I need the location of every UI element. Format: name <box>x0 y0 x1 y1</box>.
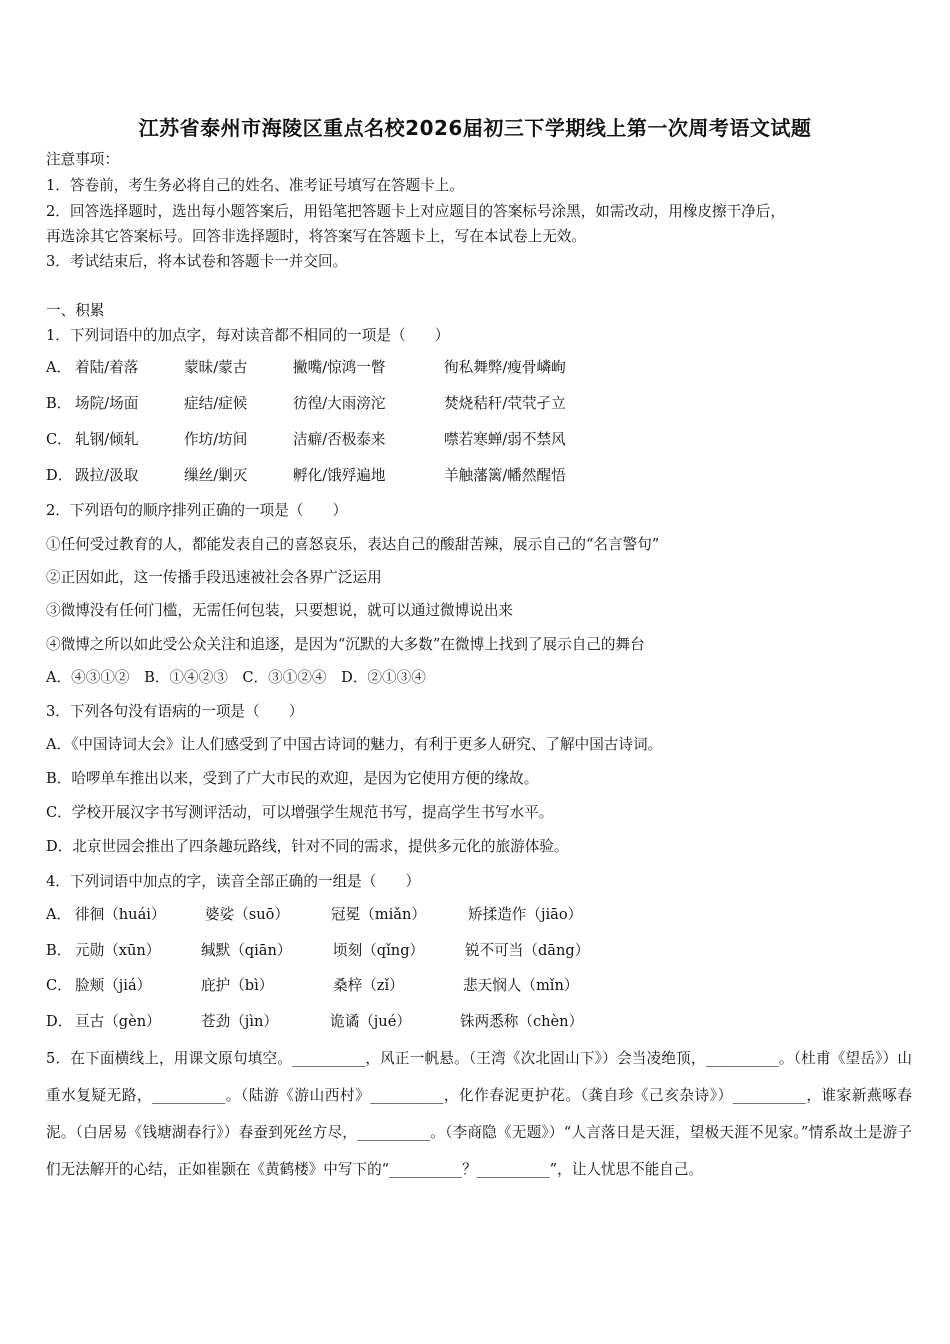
q5-text: ？ <box>462 1161 477 1178</box>
q5-text: 5．在下面横线上，用课文原句填空。 <box>46 1050 293 1067</box>
option-pair: 羊触藩篱/幡然醒悟 <box>444 467 566 484</box>
fill-blank: __________ <box>705 1050 779 1067</box>
q2-stem: 2．下列语句的顺序排列正确的一项是（ ） <box>46 502 348 519</box>
option-label: B． <box>46 942 72 959</box>
option-pair: 撇嘴/惊鸿一瞥 <box>293 359 386 376</box>
option-label: A． <box>46 359 72 376</box>
q3-stem: 3．下列各句没有语病的一项是（ ） <box>46 703 304 720</box>
option-word: 脸颊（jiá） <box>75 977 152 994</box>
q2-sentence-2: ②正因如此，这一传播手段迅速被社会各界广泛运用 <box>46 569 382 586</box>
option-label: C． <box>46 977 72 994</box>
notice-item-2-cont: 再选涂其它答案标号。回答非选择题时，将答案写在答题卡上，写在本试卷上无效。 <box>46 228 586 245</box>
fill-blank: __________ <box>370 1087 444 1104</box>
option-word: 苍劲（jìn） <box>201 1013 278 1030</box>
q4-stem: 4．下列词语中加点的字，读音全部正确的一组是（ ） <box>46 873 421 890</box>
q5-text: 。（杜甫《望岳》）山重水复疑无路， <box>46 1050 913 1104</box>
q5-text: ”，让人忧思不能自己。 <box>549 1161 704 1178</box>
option-word: 元勋（xūn） <box>75 942 161 959</box>
q2-options: A．④③①② B．①④②③ C．③①②④ D．②①③④ <box>46 669 426 686</box>
q5-text: 。（陆游《游山西村》 <box>225 1087 371 1104</box>
fill-blank: __________ <box>152 1087 226 1104</box>
q2-sentence-1: ①任何受过教育的人，都能发表自己的喜怒哀乐，表达自己的酸甜苦辣，展示自己的“名言警句” <box>46 536 660 553</box>
q5-text: ，风正一帆悬。（王湾《次北固山下》）会当凌绝顶， <box>365 1050 706 1067</box>
notice-item-2: 2．回答选择题时，选出每小题答案后，用铅笔把答题卡上对应题目的答案标号涂黑，如需改动，用橡皮擦干净后， <box>46 203 785 220</box>
q3-option-b: B．哈啰单车推出以来，受到了广大市民的欢迎，是因为它使用方便的缘故。 <box>46 770 539 787</box>
option-label: A． <box>46 906 72 923</box>
q1-stem: 1．下列词语中的加点字，每对读音都不相同的一项是（ ） <box>46 327 450 344</box>
option-pair: 彷徨/大雨滂沱 <box>293 395 386 412</box>
q5-paragraph <box>46 1040 912 1188</box>
option-pair: 作坊/坊间 <box>184 431 248 448</box>
section-heading: 一、积累 <box>46 302 105 319</box>
option-word: 铢两悉称（chèn） <box>460 1013 584 1030</box>
option-pair: 轧钢/倾轧 <box>75 431 139 448</box>
option-label: B． <box>46 395 72 412</box>
q3-option-d: D．北京世园会推出了四条趣玩路线，针对不同的需求，提供多元化的旅游体验。 <box>46 838 569 855</box>
option-word: 婆娑（suō） <box>205 906 290 923</box>
fill-blank: __________ <box>357 1124 431 1141</box>
option-label: D． <box>46 1013 73 1030</box>
q5-text: 。（李商隐《无题》）“人言落日是天涯，望极天涯不见家。”情系故土是游子们无法解开的心结，正如崔颢在《黄鹤楼》中写下的“ <box>46 1124 912 1178</box>
q2-sentence-4: ④微博之所以如此受公众关注和追逐，是因为“沉默的大多数”在微博上找到了展示自己的舞台 <box>46 636 645 653</box>
option-word: 庇护（bì） <box>201 977 274 994</box>
q5-text: ，化作春泥更护花。（龚自珍《己亥杂诗》） <box>443 1087 733 1104</box>
option-pair: 缫丝/剿灭 <box>184 467 248 484</box>
option-word: 徘徊（huái） <box>75 906 166 923</box>
notice-heading: 注意事项： <box>46 151 119 168</box>
option-pair: 孵化/饿殍遍地 <box>293 467 386 484</box>
fill-blank: __________ <box>389 1161 463 1178</box>
option-pair: 蒙昧/蒙古 <box>184 359 248 376</box>
option-pair: 焚烧秸秆/茕茕孑立 <box>444 395 566 412</box>
option-pair: 症结/症候 <box>184 395 248 412</box>
fill-blank: __________ <box>476 1161 550 1178</box>
option-pair: 场院/场面 <box>75 395 139 412</box>
option-label: C． <box>46 431 72 448</box>
option-word: 悲天悯人（mǐn） <box>463 977 579 994</box>
option-word: 锐不可当（dāng） <box>465 942 590 959</box>
option-word: 亘古（gèn） <box>75 1013 161 1030</box>
option-word: 诡谲（jué） <box>330 1013 411 1030</box>
option-word: 矫揉造作（jiāo） <box>468 906 583 923</box>
option-pair: 趿拉/汲取 <box>75 467 139 484</box>
option-pair: 洁癖/否极泰来 <box>293 431 386 448</box>
option-pair: 徇私舞弊/瘦骨嶙峋 <box>444 359 566 376</box>
fill-blank: __________ <box>292 1050 366 1067</box>
q2-sentence-3: ③微博没有任何门槛，无需任何包装，只要想说，就可以通过微博说出来 <box>46 602 514 619</box>
q3-option-a: A．《中国诗词大会》让人们感受到了中国古诗词的魅力，有利于更多人研究、了解中国古诗词。 <box>46 736 663 753</box>
page-title: 江苏省泰州市海陵区重点名校2026届初三下学期线上第一次周考语文试题 <box>138 116 812 140</box>
option-word: 缄默（qiān） <box>201 942 292 959</box>
option-pair: 噤若寒蝉/弱不禁风 <box>444 431 566 448</box>
fill-blank: __________ <box>732 1087 806 1104</box>
option-pair: 着陆/着落 <box>75 359 139 376</box>
option-word: 桑梓（zǐ） <box>333 977 404 994</box>
q3-option-c: C．学校开展汉字书写测评活动，可以增强学生规范书写，提高学生书写水平。 <box>46 804 554 821</box>
q5-text: ，谁家新燕啄春泥。（白居易《钱塘湖春行》）春蚕到死丝方尽， <box>46 1087 912 1141</box>
notice-item-1: 1．答卷前，考生务必将自己的姓名、准考证号填写在答题卡上。 <box>46 177 464 194</box>
option-label: D． <box>46 467 73 484</box>
option-word: 顷刻（qǐng） <box>333 942 425 959</box>
option-word: 冠冕（miǎn） <box>331 906 426 923</box>
notice-item-3: 3．考试结束后，将本试卷和答题卡一并交回。 <box>46 253 348 270</box>
